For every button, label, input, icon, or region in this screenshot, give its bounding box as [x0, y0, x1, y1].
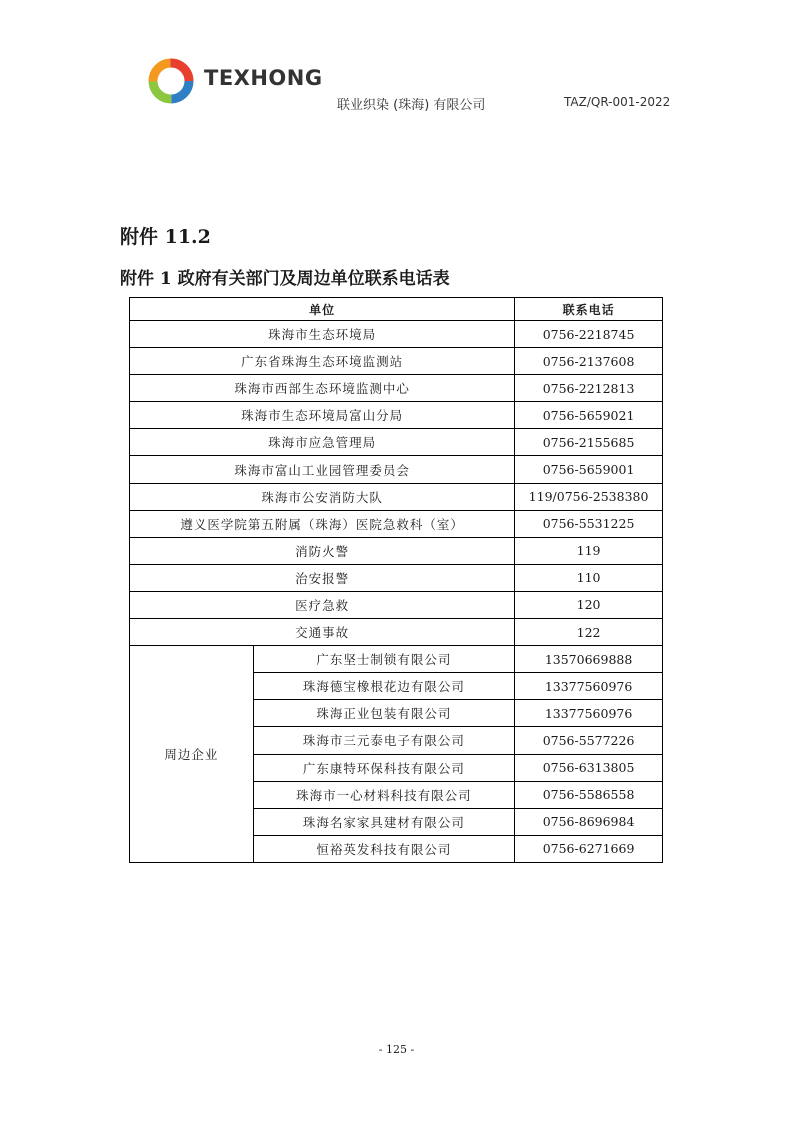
unit-cell: 珠海名家家具建材有限公司 — [253, 808, 514, 835]
logo-text: TEXHONG — [204, 66, 323, 90]
phone-cell: 13377560976 — [515, 673, 663, 700]
phone-cell: 110 — [515, 564, 663, 591]
table-row — [130, 564, 663, 591]
unit-cell: 珠海德宝橡根花边有限公司 — [253, 673, 514, 700]
unit-cell: 广东省珠海生态环境监测站 — [130, 348, 515, 375]
unit-cell: 珠海正业包装有限公司 — [253, 700, 514, 727]
phone-cell: 0756-5577226 — [515, 727, 663, 754]
phone-cell: 0756-6313805 — [515, 754, 663, 781]
unit-cell: 珠海市公安消防大队 — [130, 483, 515, 510]
phone-cell: 13377560976 — [515, 700, 663, 727]
unit-cell: 广东坚士制锁有限公司 — [253, 646, 514, 673]
page-number: - 125 - — [378, 1043, 415, 1056]
document-code: TAZ/QR-001-2022 — [564, 95, 671, 109]
table-title: 附件 1 政府有关部门及周边单位联系电话表 — [120, 269, 450, 289]
table-row — [130, 375, 663, 402]
group-label-cell: 周边企业 — [130, 646, 254, 863]
unit-cell: 治安报警 — [130, 564, 515, 591]
table-row — [130, 510, 663, 537]
unit-cell: 遵义医学院第五附属（珠海）医院急救科（室） — [130, 510, 515, 537]
table-row — [130, 483, 663, 510]
unit-cell: 珠海市应急管理局 — [130, 429, 515, 456]
texhong-logo-icon — [146, 56, 196, 106]
table-row — [130, 591, 663, 618]
table-row — [130, 321, 663, 348]
unit-cell: 医疗急救 — [130, 591, 515, 618]
table-row — [130, 537, 663, 564]
phone-cell: 0756-2212813 — [515, 375, 663, 402]
table-row — [130, 429, 663, 456]
unit-cell: 消防火警 — [130, 537, 515, 564]
unit-cell: 交通事故 — [130, 619, 515, 646]
table-row — [130, 348, 663, 375]
table-row — [130, 402, 663, 429]
table-header-row — [130, 298, 663, 321]
unit-cell: 珠海市生态环境局富山分局 — [130, 402, 515, 429]
phone-cell: 13570669888 — [515, 646, 663, 673]
table-row — [130, 456, 663, 483]
phone-cell: 0756-8696984 — [515, 808, 663, 835]
phone-cell: 119/0756-2538380 — [515, 483, 663, 510]
phone-cell: 0756-5659001 — [515, 456, 663, 483]
unit-cell: 珠海市富山工业园管理委员会 — [130, 456, 515, 483]
unit-cell: 恒裕英发科技有限公司 — [253, 835, 514, 862]
phone-cell: 122 — [515, 619, 663, 646]
unit-cell: 珠海市生态环境局 — [130, 321, 515, 348]
phone-cell: 0756-2137608 — [515, 348, 663, 375]
attachment-title: 附件 11.2 — [120, 226, 211, 248]
unit-cell: 珠海市西部生态环境监测中心 — [130, 375, 515, 402]
phone-cell: 120 — [515, 591, 663, 618]
unit-cell: 珠海市三元泰电子有限公司 — [253, 727, 514, 754]
phone-cell: 0756-5659021 — [515, 402, 663, 429]
unit-column-header: 单位 — [130, 298, 515, 321]
table-row — [130, 646, 663, 673]
unit-cell: 珠海市一心材料科技有限公司 — [253, 781, 514, 808]
contact-table — [129, 297, 663, 863]
phone-cell: 0756-5586558 — [515, 781, 663, 808]
phone-column-header: 联系电话 — [515, 298, 663, 321]
phone-cell: 119 — [515, 537, 663, 564]
phone-cell: 0756-2218745 — [515, 321, 663, 348]
phone-cell: 0756-6271669 — [515, 835, 663, 862]
phone-cell: 0756-5531225 — [515, 510, 663, 537]
table-row — [130, 619, 663, 646]
unit-cell: 广东康特环保科技有限公司 — [253, 754, 514, 781]
phone-cell: 0756-2155685 — [515, 429, 663, 456]
company-name: 联业织染 (珠海) 有限公司 — [337, 98, 486, 113]
